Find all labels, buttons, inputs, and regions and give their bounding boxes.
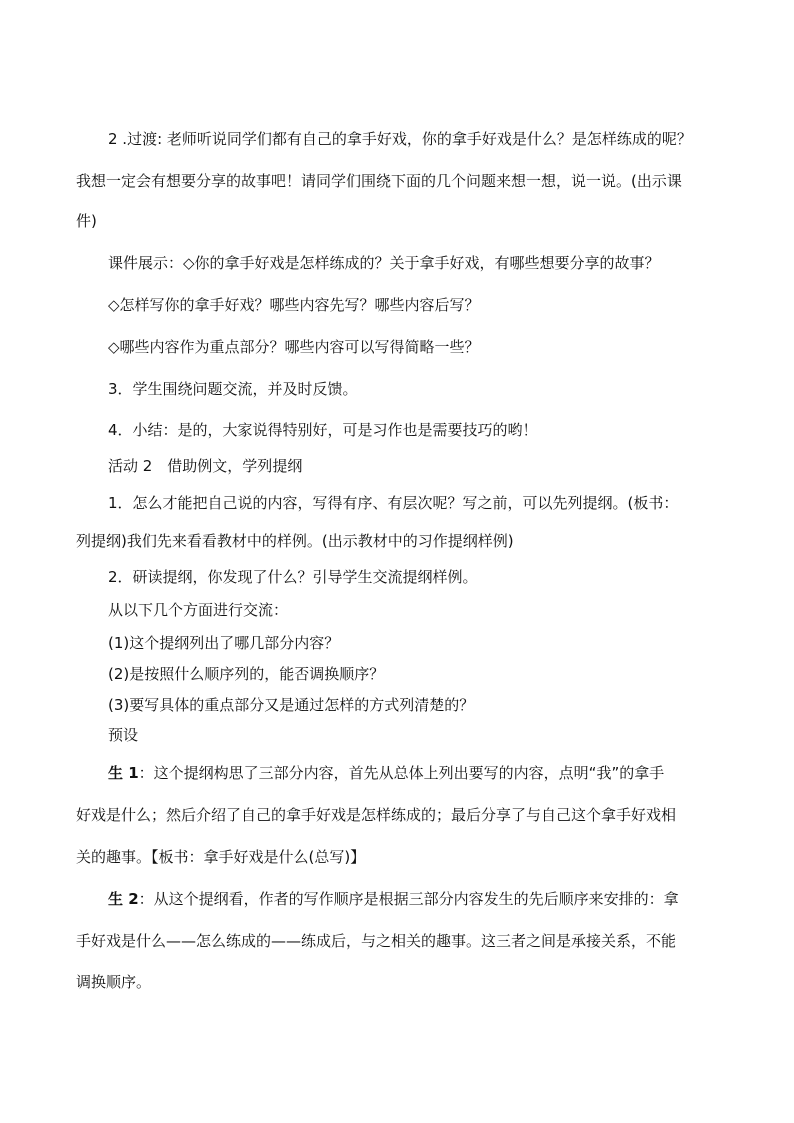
text-line: 预设 [108, 726, 139, 744]
section-heading: 活动 2 借助例文，学列提纲 [108, 457, 303, 475]
text-line: 2．研读提纲，你发现了什么？引导学生交流提纲样例。 [108, 568, 478, 586]
line-text: ：这个提纲构思了三部分内容，首先从总体上列出要写的内容，点明“我”的拿手 [138, 764, 665, 782]
speaker-label: 生 2 [108, 890, 139, 908]
text-line: (3)要写具体的重点部分又是通过怎样的方式列清楚的？ [108, 696, 475, 714]
text-line [108, 888, 679, 909]
text-line: 手好戏是什么——怎么练成的——练成后，与之相关的趣事。这三者之间是承接关系，不能 [76, 932, 677, 950]
text-line: 我想一定会有想要分享的故事吧！请同学们围绕下面的几个问题来想一想，说一说。(出示课 [76, 172, 682, 190]
text-line: 课件展示：◇你的拿手好戏是怎样练成的？关于拿手好戏，有哪些想要分享的故事？ [108, 254, 660, 272]
text-line: 4．小结：是的，大家说得特别好，可是习作也是需要技巧的哟！ [108, 421, 538, 439]
text-line: 1．怎么才能把自己说的内容，写得有序、有层次呢？写之前，可以先列提纲。(板书： [108, 494, 679, 512]
text-line: 3．学生围绕问题交流，并及时反馈。 [108, 380, 358, 398]
text-line: 调换顺序。 [76, 973, 152, 991]
text-line: 从以下几个方面进行交流： [108, 601, 289, 619]
text-line: ◇哪些内容作为重点部分？哪些内容可以写得简略一些？ [108, 338, 480, 356]
text-line: 列提纲)我们先来看看教材中的样例。(出示教材中的习作提纲样例) [76, 532, 514, 550]
speaker-label: 生 1 [108, 764, 139, 782]
text-line: 关的趣事。【板书：拿手好戏是什么(总写)】 [76, 848, 366, 866]
text-line: ◇怎样写你的拿手好戏？哪些内容先写？哪些内容后写？ [108, 296, 480, 314]
line-text: ：从这个提纲看，作者的写作顺序是根据三部分内容发生的先后顺序来安排的：拿 [138, 890, 679, 908]
text-line: (1)这个提纲列出了哪几部分内容？ [108, 634, 340, 652]
text-line: 件) [76, 212, 97, 230]
text-line: 好戏是什么；然后介绍了自己的拿手好戏是怎样练成的；最后分享了与自己这个拿手好戏相 [76, 806, 677, 824]
text-line: (2)是按照什么顺序列的，能否调换顺序？ [108, 665, 385, 683]
text-line: 2 .过渡: 老师听说同学们都有自己的拿手好戏，你的拿手好戏是什么？是怎样练成的呢？ [108, 130, 692, 148]
text-line [108, 762, 664, 783]
